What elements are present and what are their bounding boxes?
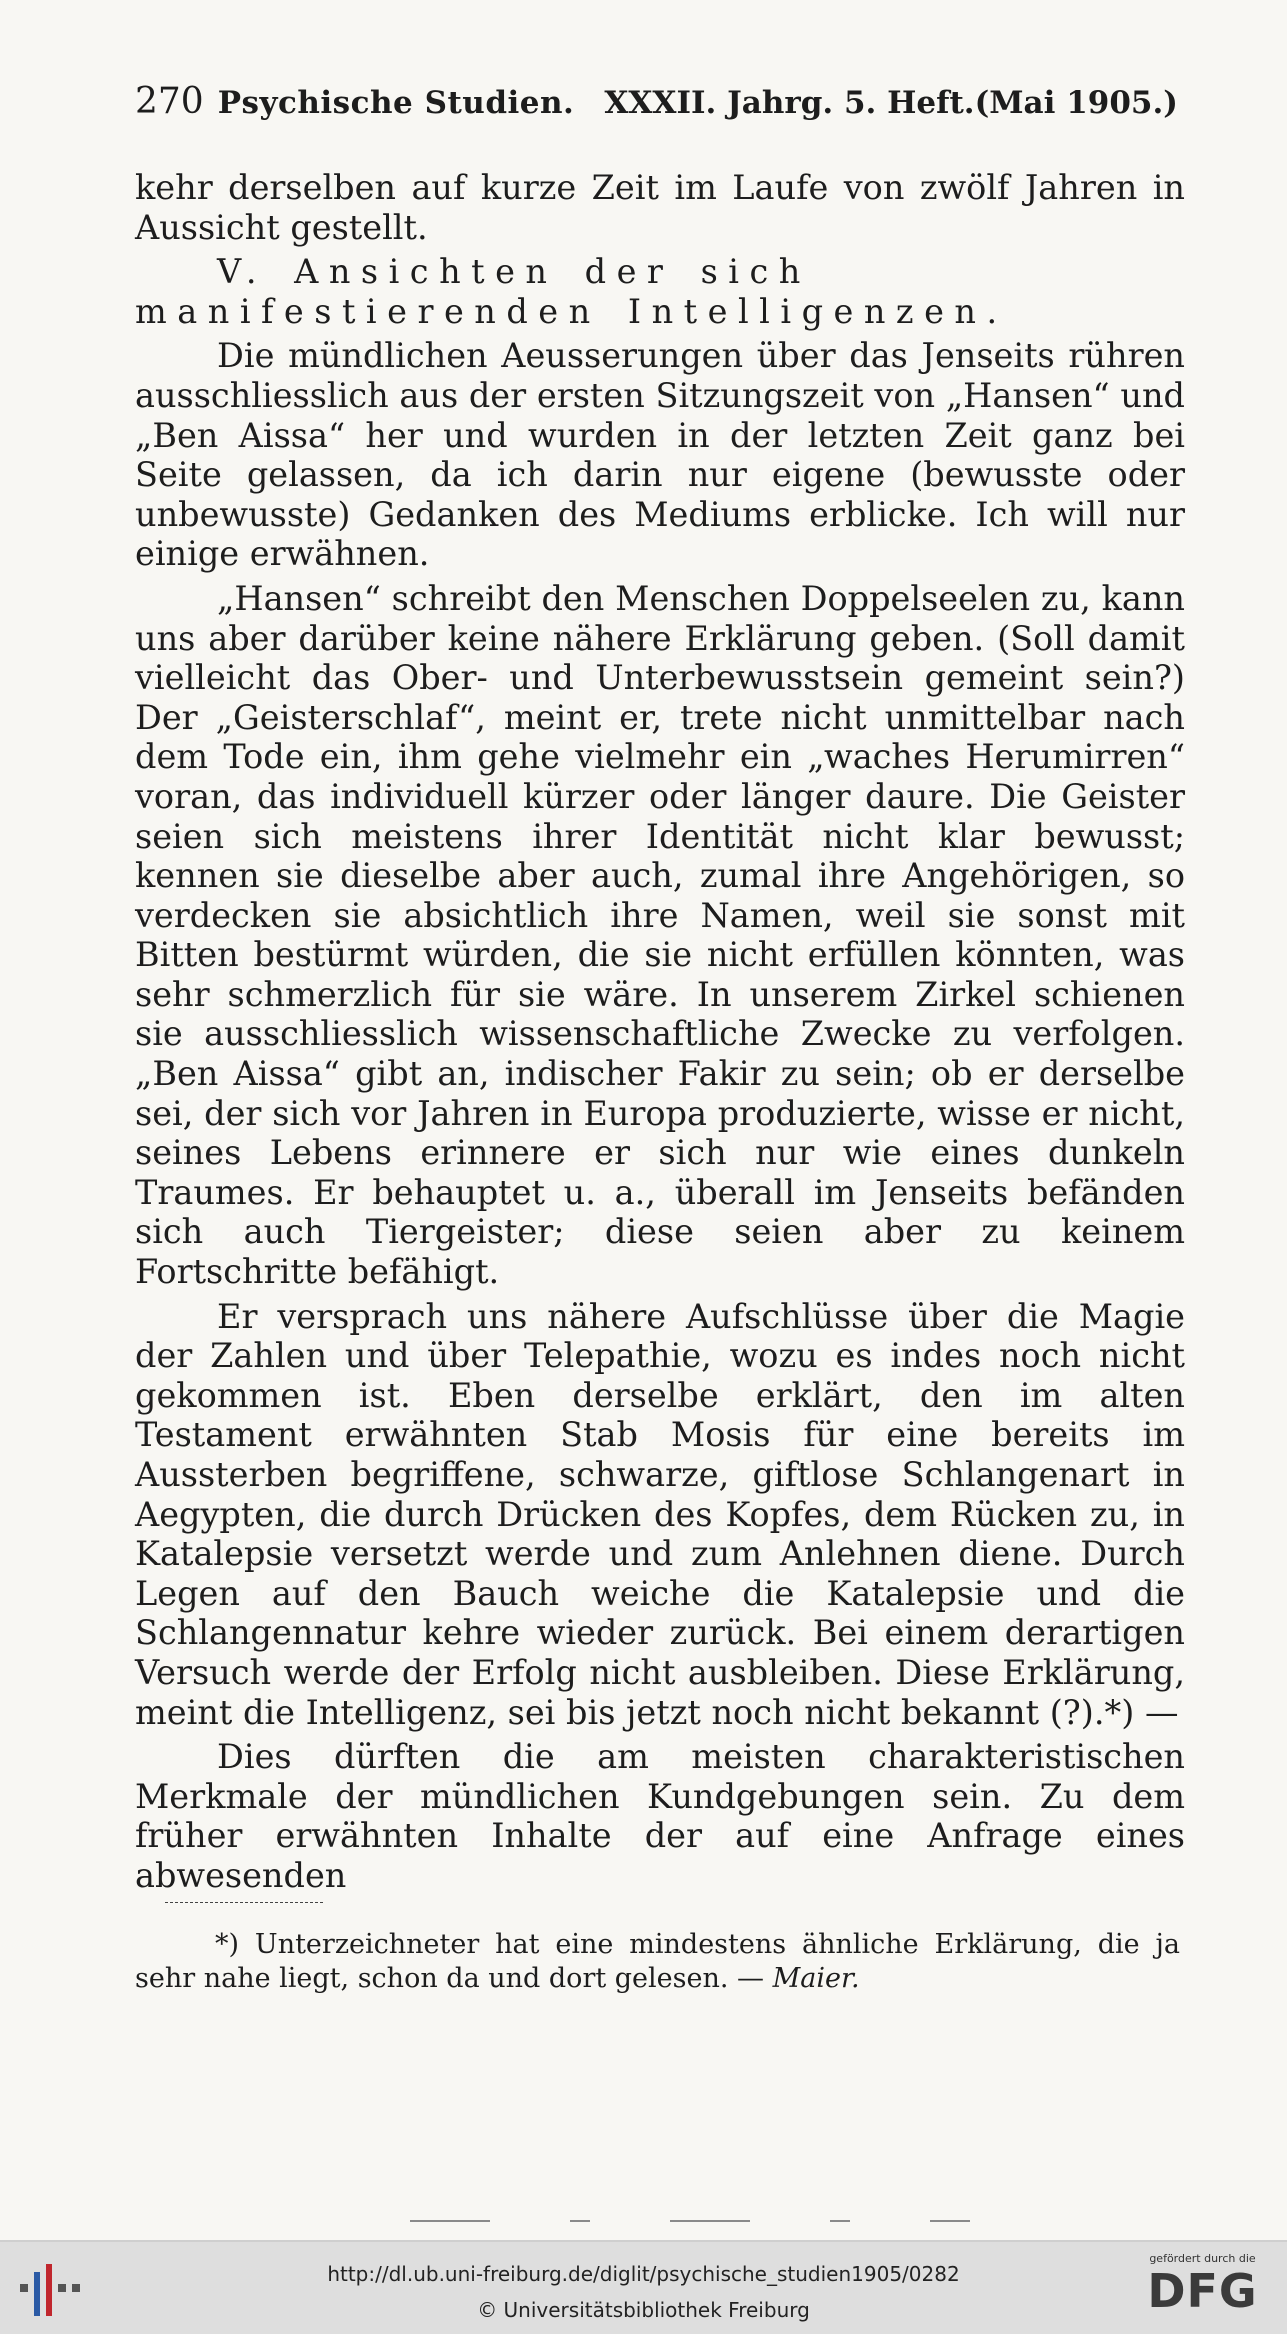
issue-date: (Mai 1905.)	[974, 85, 1178, 121]
footnote-signature: Maier.	[772, 1963, 860, 1994]
paragraph: Er versprach uns nähere Aufschlüsse über die Magie der Zahlen und über Telepathie, wozu es indes noch nicht gekommen ist. Eben derselbe erklärt, den im alten Testament erwähnten Stab Mosis für eine bereits im Aussterben begriffene, schwarze, giftlose Schlangenart in Aegypten, die durch Drücken des Kopfes, dem Rücken zu, in Katalepsie versetzt werde und zum Anlehnen diene. Durch Legen auf den Bauch weiche die Katalepsie und die Schlangennatur kehre wieder zurück. Bei einem derartigen Versuch werde der Erfolg nicht ausbleiben. Diese Erklärung, meint die Intelligenz, sei bis jetzt noch nicht bekannt (?).*) —	[135, 1296, 1185, 1732]
issue-info: XXXII. Jahrg. 5. Heft.	[604, 85, 975, 121]
footnote-text: *) Unterzeichneter hat eine mindestens ähnliche Erklärung, die ja sehr nahe liegt, schon da und dort gelesen. —	[135, 1929, 1180, 1994]
footnote-separator	[165, 1902, 323, 1903]
running-header	[135, 81, 1178, 123]
section-heading: V. Ansichten der sich manifestierenden Intelligenzen.	[135, 252, 1008, 331]
paragraph: Die mündlichen Aeusserungen über das Jenseits rühren ausschliesslich aus der ersten Sitzungszeit von „Hansen“ und „Ben Aissa“ her und wurden in der letzten Zeit ganz bei Seite gelassen, da ich darin nur eigene (bewusste oder unbewusste) Gedanken des Mediums erblicke. Ich will nur einige erwähnen.	[135, 336, 1185, 574]
journal-title: Psychische Studien.	[217, 85, 575, 121]
copyright-notice: © Universitätsbibliothek Freiburg	[477, 2298, 810, 2322]
print-marks	[410, 2220, 970, 2224]
dfg-logo-icon	[1130, 2250, 1275, 2330]
paragraph: „Hansen“ schreibt den Menschen Doppelseelen zu, kann uns aber darüber keine nähere Erklärung geben. (Soll damit vielleicht das Ober- und Unterbewusstsein gemeint sein?) Der „Geisterschlaf“, meint er, trete nicht unmittelbar nach dem Tode ein, ihm gehe vielmehr ein „waches Herumirren“ voran, das individuell kürzer oder länger daure. Die Geister seien sich meistens ihrer Identität nicht klar bewusst; kennen sie dieselbe aber auch, zumal ihre Angehörigen, so verdecken sie absichtlich ihre Namen, weil sie sonst mit Bitten bestürmt würden, die sie nicht erfüllen könnten, was sehr schmerzlich für sie wäre. In unserem Zirkel schienen sie ausschliesslich wissenschaftliche Zwecke zu verfolgen. „Ben Aissa“ gibt an, indischer Fakir zu sein; ob er derselbe sei, der sich vor Jahren in Europa produzierte, wisse er nicht, seines Lebens erinnere er sich nur wie eines dunkeln Traumes. Er behauptet u. a., überall im Jenseits befänden sich auch Tiergeister; diese seien aber zu keinem Fortschritte befähigt.	[135, 578, 1185, 1292]
source-url[interactable]: http://dl.ub.uni-freiburg.de/diglit/psychische_studien1905/0282	[327, 2262, 960, 2286]
paragraph: Dies dürften die am meisten charakteristischen Merkmale der mündlichen Kundgebungen sein. Zu dem früher erwähnten Inhalte der auf eine Anfrage eines abwesenden	[135, 1737, 1185, 1895]
footnote	[135, 1928, 1180, 1996]
page-number: 270	[135, 81, 204, 122]
main-text	[135, 168, 1185, 1896]
paragraph-continuation: kehr derselben auf kurze Zeit im Laufe von zwölf Jahren in Aussicht gestellt.	[135, 168, 1185, 247]
sponsor-logo-text: DFG	[1147, 2264, 1258, 2318]
sponsor-caption: gefördert durch die	[1149, 2252, 1256, 2265]
viewer-footer	[0, 2240, 1287, 2334]
